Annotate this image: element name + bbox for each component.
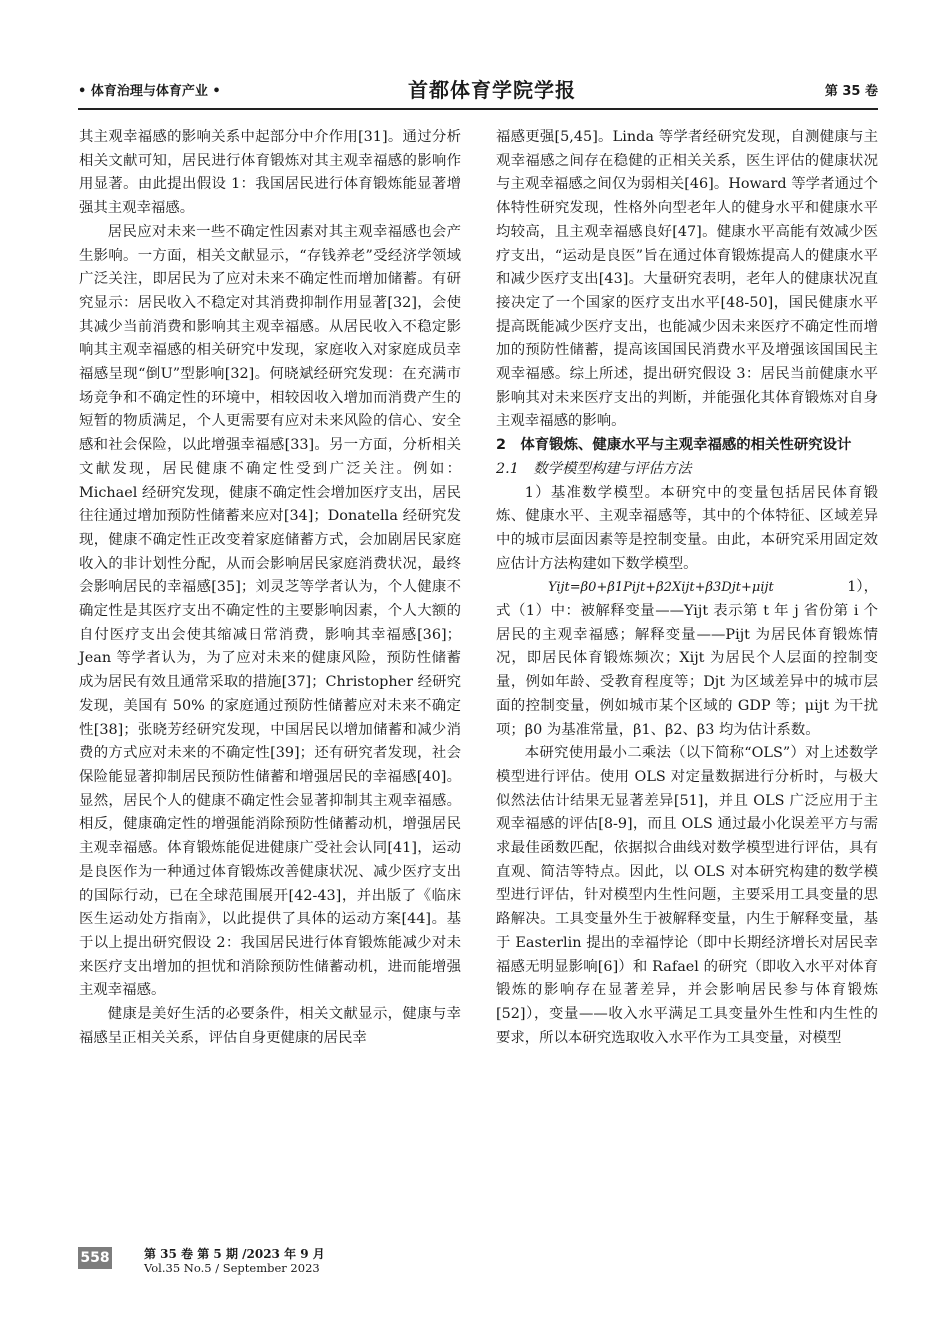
paragraph: 居民应对未来一些不确定性因素对其主观幸福感也会产生影响。一方面，相关文献显示，“存钱养老”受经济学领域广泛关注，即居民为了应对未来不确定性而增加储蓄。有研究显示：居民收入不稳定对其消费抑制作用显著[32]，会使其减少当前消费和影响其主观幸福感。从居民收入不稳定影响其主观幸福感的相关研究中发现，家庭收入对家庭成员幸福感呈现“倒U”型影响[32]。何晓斌经研究发现：在充满市场竞争和不确定性的环境中，相较因收入增加而消费产生的短暂的物质满足，个人更需要有应对未来风险的信心、安全感和社会保险，以此增强幸福感[33]。另一方面，分析相关文献发现，居民健康不确定性受到广泛关注。例如：Michael 经研究发现，健康不确定性会增加医疗支出，居民往往通过增加预防性储蓄来应对[34]；Donatella 经研究发现，健康不确定性正改变着家庭储蓄方式，会加剧居民家庭收入的非计划性分配，从而会影响居民家庭消费状况，最终会影响居民的幸福感[35]；刘灵芝等学者认为，个人健康不确定性是其医疗支出不确定性的主要影响因素，个人大额的自付医疗支出会使其缩减日常消费，影响其幸福感[36]；Jean 等学者认为，为了应对未来的健康风险，预防性储蓄成为居民有效且通常采取的措施[37]；Christopher 经研究发现，美国有 50% 的家庭通过预防性储蓄应对未来不确定性[38]；张晓芳经研究发现，中国居民以增加储蓄和减少消费的方式应对未来的不确定性[39]；还有研究者发现，社会保险能显著抑制居民预防性储蓄和增强居民的幸福感[40]。显然，居民个人的健康不确定性会显著抑制其主观幸福感。相反，健康确定性的增强能消除预防性储蓄动机，增强居民主观幸福感。体育锻炼能促进健康广受社会认同[41]，运动是良医作为一种通过体育锻炼改善健康状况、减少医疗支出的国际行动，已在全球范围展开[42-43]，并出版了《临床医生运动处方指南》，以此提供了具体的运动方案[44]。基于以上提出研究假设 2：我国居民进行体育锻炼能减少对未来医疗支出增加的担忧和消除预防性储蓄动机，进而能增强主观幸福感。 bbox=[79, 223, 461, 999]
issue-chinese: 第 35 卷 第 5 期 /2023 年 9 月 bbox=[144, 1247, 325, 1261]
paragraph: 福感更强[5,45]。Linda 等学者经研究发现，自测健康与主观幸福感之间存在稳健的正相关关系，医生评估的健康状况与主观幸福感之间仅为弱相关[46]。Howard 等学者通过个体特性研究发现，性格外向型老年人的健身水平和健康水平均较高，且主观幸福感良好[47]。健康水平高能有效减少医疗支出，“运动是良医”旨在通过体育锻炼提高人的健康水平和减少医疗支出[43]。大量研究表明，老年人的健康状况直接决定了一个国家的医疗支出水平[48-50]，国民健康水平提高既能减少医疗支出，也能减少因未来医疗不确定性而增加的预防性储蓄，提高该国国民消费水平及增强该国国民主观幸福感。综上所述，提出研究假设 3：居民当前健康水平影响其对未来医疗支出的判断，并能强化其体育锻炼对自身主观幸福感的影响。 bbox=[496, 129, 878, 430]
equation bbox=[496, 576, 878, 600]
paragraph: 1）基准数学模型。本研究中的变量包括居民体育锻炼、健康水平、主观幸福感等，其中的个体特征、区域差异中的城市层面因素等是控制变量。由此，本研究采用固定效应估计方法构建如下数学模型。 bbox=[496, 484, 878, 572]
page-footer bbox=[78, 1245, 478, 1279]
subsection-heading: 2.1 数学模型构建与评估方法 bbox=[496, 460, 692, 477]
paragraph: 其主观幸福感的影响关系中起部分中介作用[31]。通过分析相关文献可知，居民进行体育锻炼对其主观幸福感的影响作用显著。由此提出假设 1：我国居民进行体育锻炼能显著增强其主观幸福感。 bbox=[79, 129, 461, 217]
left-column bbox=[79, 126, 461, 1050]
paragraph: 健康是美好生活的必要条件，相关文献显示，健康与幸福感呈正相关关系，评估自身更健康的居民幸 bbox=[79, 1006, 461, 1046]
section-label: • 体育治理与体育产业 • bbox=[78, 84, 221, 99]
journal-title: 首都体育学院学报 bbox=[408, 78, 576, 102]
equation-number: 1）， bbox=[847, 579, 878, 596]
running-header bbox=[78, 66, 878, 106]
header-rule bbox=[78, 108, 878, 110]
equation-body: Yijt=β0+β1Pijt+β2Xijt+β3Djt+μijt bbox=[548, 580, 774, 596]
issue-english: Vol.35 No.5 / September 2023 bbox=[144, 1261, 320, 1275]
page-number: 558 bbox=[78, 1247, 112, 1269]
volume-label: 第 35 卷 bbox=[824, 84, 878, 99]
section-heading: 2 体育锻炼、健康水平与主观幸福感的相关性研究设计 bbox=[496, 437, 852, 454]
right-column bbox=[496, 126, 878, 1050]
paragraph: 式（1）中：被解释变量——Yijt 表示第 t 年 j 省份第 i 个居民的主观幸福感；解释变量——Pijt 为居民体育锻炼情况，即居民体育锻炼频次；Xijt 为居民个人层面的控制变量，例如年龄、受教育程度等；Djt 为区域差异中的城市层面的控制变量，例如城市某个区域的 GDP 等；μijt 为干扰项；β0 为基准常量，β1、β2、β3 均为估计系数。 bbox=[496, 603, 878, 738]
paragraph: 本研究使用最小二乘法（以下简称“OLS”）对上述数学模型进行评估。使用 OLS 对定量数据进行分析时，与极大似然法估计结果无显著差异[51]，并且 OLS 广泛应用于主观幸福感的评估[8-9]，而且 OLS 通过最小化误差平方与需求最佳函数匹配，依据拟合曲线对数学模型进行评估，具有直观、简洁等特点。因此，以 OLS 对本研究构建的数学模型进行评估，针对模型内生性问题，主要采用工具变量的思路解决。工具变量外生于被解释变量，内生于解释变量，基于 Easterlin 提出的幸福悖论（即中长期经济增长对居民幸福感无明显影响[6]）和 Rafael 的研究（即收入水平对体育锻炼的影响存在显著差异，并会影响居民参与体育锻炼[52]），变量——收入水平满足工具变量外生性和内生性的要求，所以本研究选取收入水平作为工具变量，对模型 bbox=[496, 745, 878, 1046]
